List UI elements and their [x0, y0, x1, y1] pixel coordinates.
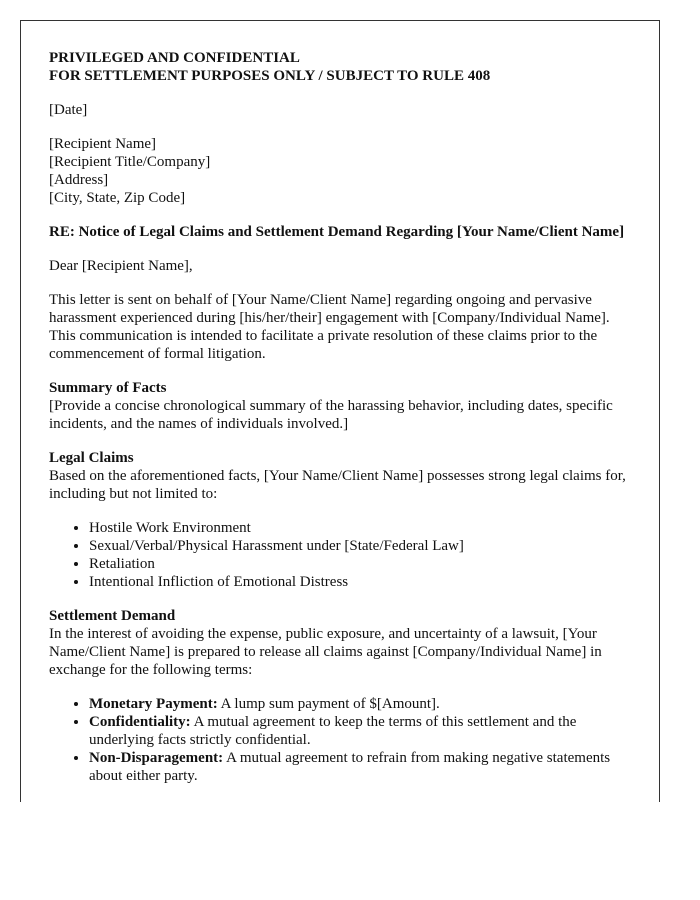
claim-item: • Hostile Work Environment [89, 519, 629, 537]
term-text: A lump sum payment of $[Amount]. [217, 696, 440, 712]
term-text: A mutual agreement to keep the terms of this settlement and the underlying facts strictly confidential. [89, 714, 577, 748]
claims-heading: Legal Claims [49, 450, 134, 466]
claims-body: Based on the aforementioned facts, [Your Name/Client Name] possesses strong legal claims for, including but not limited to: [49, 468, 626, 502]
header-line-settlement: FOR SETTLEMENT PURPOSES ONLY / SUBJECT TO RULE 408 [49, 68, 491, 84]
intro-paragraph: This letter is sent on behalf of [Your Name/Client Name] regarding ongoing and pervasive harassment experienced during [his/her/their] engagement with [Company/Individual Name]. This communication is intended to facilitate a private resolution of these claims prior to the commencement of formal litigation. [49, 292, 610, 362]
subject-line: RE: Notice of Legal Claims and Settlement Demand Regarding [Your Name/Client Name] [49, 224, 625, 240]
recipient-address-block [49, 135, 629, 207]
term-label: Monetary Payment: [89, 696, 218, 712]
confidentiality-header [49, 49, 629, 85]
demand-section [49, 607, 629, 679]
recipient-address: [Address] [49, 172, 109, 188]
claims-list [49, 519, 629, 591]
facts-heading: Summary of Facts [49, 380, 167, 396]
term-label: Non-Disparagement: [89, 750, 224, 766]
term-label: Confidentiality: [89, 714, 191, 730]
demand-body: In the interest of avoiding the expense, public exposure, and uncertainty of a lawsuit, [Your Name/Client Name] is prepared to release all claims against [Company/Individual Name] in exchange for the following terms: [49, 626, 602, 678]
recipient-name: [Recipient Name] [49, 136, 157, 152]
claim-item: • Sexual/Verbal/Physical Harassment under [State/Federal Law] [89, 537, 629, 555]
facts-body: [Provide a concise chronological summary of the harassing behavior, including dates, specific incidents, and the names of individuals involved.] [49, 398, 613, 432]
claims-section [49, 449, 629, 503]
recipient-title-company: [Recipient Title/Company] [49, 154, 211, 170]
salutation: Dear [Recipient Name], [49, 258, 193, 274]
term-item-confidentiality [89, 713, 629, 749]
facts-section [49, 379, 629, 433]
term-text: A mutual agreement to refrain from making negative statements about either party. [89, 750, 611, 784]
letter-date: [Date] [49, 102, 88, 118]
term-item-non-disparagement [89, 749, 629, 785]
letter-body [49, 49, 629, 801]
demand-heading: Settlement Demand [49, 608, 176, 624]
settlement-terms-list [49, 695, 629, 785]
header-line-privileged: PRIVILEGED AND CONFIDENTIAL [49, 50, 300, 66]
document-page [20, 20, 660, 802]
claim-item: • Retaliation [89, 555, 629, 573]
term-item-monetary [89, 695, 629, 713]
recipient-city-state-zip: [City, State, Zip Code] [49, 190, 186, 206]
claim-item: • Intentional Infliction of Emotional Distress [89, 573, 629, 591]
